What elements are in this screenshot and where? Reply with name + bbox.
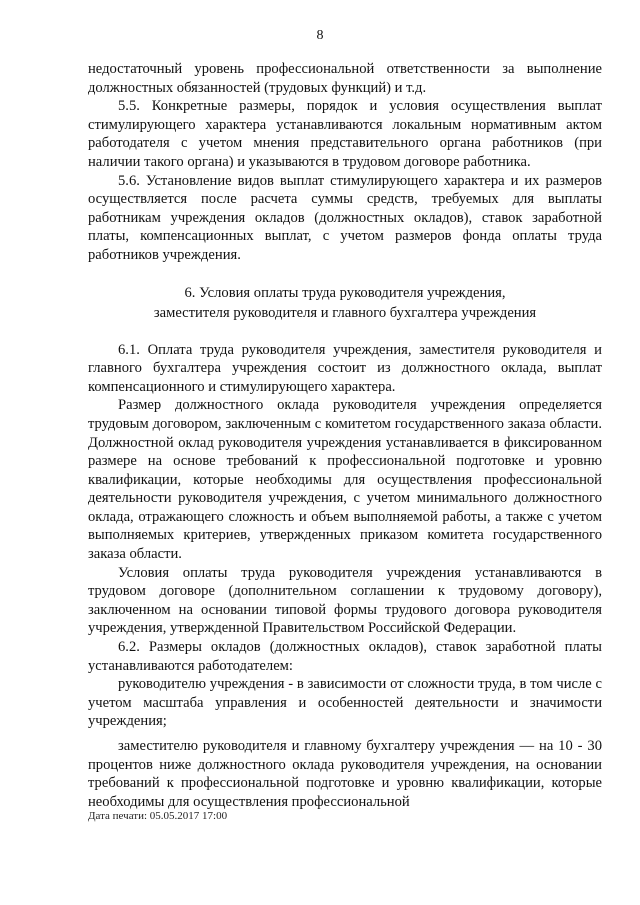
- page-number: 8: [316, 28, 324, 43]
- paragraph-5-6: 5.6. Установление видов выплат стимулирующего характера и их размеров осуществляется после расчета суммы средств, требуемых для выплаты работникам учреждения окладов (должностных окладов), ставок заработной платы, компенсационных выплат, с учетом размеров фонда оплаты труда работников учреждения.: [88, 172, 602, 263]
- print-date-footer: Дата печати: 05.05.2017 17:00: [88, 810, 228, 822]
- paragraph-5-5: 5.5. Конкретные размеры, порядок и условия осуществления выплат стимулирующего характера устанавливаются локальным нормативным актом работодателя с учетом мнения представительного органа работников (при наличии такого органа) и указываются в трудовом договоре работника.: [88, 98, 602, 170]
- paragraph-6-2: 6.2. Размеры окладов (должностных окладов), ставок заработной платы устанавливаются работодателем:: [88, 639, 602, 674]
- document-body: [88, 60, 602, 811]
- section-title-line-1: 6. Условия оплаты труда руководителя учреждения,: [184, 284, 506, 301]
- paragraph-6-1: 6.1. Оплата труда руководителя учреждения, заместителя руководителя и главного бухгалтера учреждения состоит из должностного оклада, выплат компенсационного и стимулирующего характера.: [88, 341, 602, 395]
- paragraph-director-salary: Размер должностного оклада руководителя учреждения определяется трудовым договором, заключенным с комитетом государственного заказа области. Должностной оклад руководителя учреждения устанавливается в фиксированном размере на основе требований к профессиональной подготовке и уровню квалификации, которые необходимы для осуществления профессиональной деятельности руководителя учреждения, с учетом минимального должностного оклада, отражающего сложность и объем выполняемой работы, а также с учетом выполняемых критериев, утвержденных приказом комитета государственного заказа области.: [88, 397, 602, 563]
- paragraph-director-conditions: Условия оплаты труда руководителя учреждения устанавливаются в трудовом договоре (дополнительном соглашении к трудовому договору), заключенном на основании типовой формы трудового договора руководителя учреждения, утвержденной Правительством Российской Федерации.: [88, 564, 602, 637]
- paragraph-deputy-item: заместителю руководителя и главному бухгалтеру учреждения — на 10 - 30 процентов ниже должностного оклада руководителя учреждения, на основании требований к профессиональной подготовке и уровню квалификации, которые необходимы для осуществления профессиональной: [88, 738, 602, 810]
- section-title-line-2: заместителя руководителя и главного бухгалтера учреждения: [153, 304, 537, 321]
- paragraph-director-item: руководителю учреждения - в зависимости от сложности труда, в том числе с учетом масштаба управления и особенностей деятельности и значимости учреждения;: [88, 676, 602, 730]
- paragraph: недостаточный уровень профессиональной ответственности за выполнение должностных обязанностей (трудовых функций) и т.д.: [88, 61, 602, 96]
- section-title: [88, 283, 602, 323]
